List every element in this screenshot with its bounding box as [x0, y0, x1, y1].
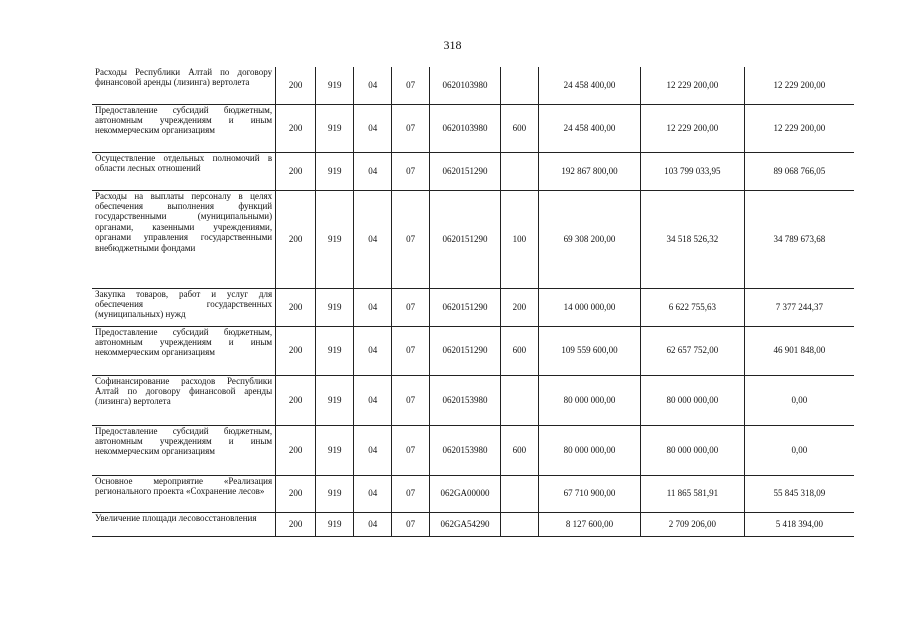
cell-section: 04: [354, 104, 392, 152]
row-description: Расходы на выплаты персоналу в целях обеспечения выполнения функций государственными (муниципальными) органами, казенными учреждениями, органами управления государственными внебюджетными фондами: [92, 190, 276, 288]
cell-target-article: 0620151290: [430, 190, 501, 288]
cell-amount-executed: 34 518 526,32: [641, 190, 744, 288]
cell-expense-type: 600: [500, 104, 538, 152]
cell-subsection: 07: [392, 152, 430, 190]
cell-amount-executed: 11 865 581,91: [641, 475, 744, 512]
cell-admin-code: 200: [276, 288, 316, 326]
cell-target-article: 0620103980: [430, 67, 501, 104]
table-row: [92, 67, 854, 104]
cell-ministry-code: 919: [316, 425, 354, 475]
cell-amount-plan: 80 000 000,00: [538, 375, 640, 425]
cell-amount-executed: 12 229 200,00: [641, 67, 744, 104]
table-row: [92, 104, 854, 152]
row-description: Закупка товаров, работ и услуг для обеспечения государственных (муниципальных) нужд: [92, 288, 276, 326]
cell-amount-executed: 103 799 033,95: [641, 152, 744, 190]
cell-subsection: 07: [392, 512, 430, 536]
cell-admin-code: 200: [276, 104, 316, 152]
table-row: [92, 288, 854, 326]
cell-amount-remaining: 89 068 766,05: [744, 152, 854, 190]
cell-amount-remaining: 0,00: [744, 375, 854, 425]
cell-admin-code: 200: [276, 152, 316, 190]
cell-section: 04: [354, 326, 392, 375]
budget-table: [92, 67, 854, 537]
cell-amount-remaining: 34 789 673,68: [744, 190, 854, 288]
cell-target-article: 0620151290: [430, 152, 501, 190]
cell-target-article: 0620151290: [430, 288, 501, 326]
cell-expense-type: [500, 67, 538, 104]
cell-amount-plan: 109 559 600,00: [538, 326, 640, 375]
row-description: Предоставление субсидий бюджетным, автономным учреждениям и иным некоммерческим организациям: [92, 326, 276, 375]
cell-ministry-code: 919: [316, 190, 354, 288]
cell-admin-code: 200: [276, 475, 316, 512]
row-description: Предоставление субсидий бюджетным, автономным учреждениям и иным некоммерческим организациям: [92, 425, 276, 475]
cell-target-article: 062GA54290: [430, 512, 501, 536]
cell-ministry-code: 919: [316, 475, 354, 512]
cell-amount-plan: 192 867 800,00: [538, 152, 640, 190]
cell-subsection: 07: [392, 425, 430, 475]
cell-expense-type: 600: [500, 425, 538, 475]
row-description: Софинансирование расходов Республики Алтай по договору финансовой аренды (лизинга) вертолета: [92, 375, 276, 425]
cell-section: 04: [354, 512, 392, 536]
cell-amount-plan: 8 127 600,00: [538, 512, 640, 536]
cell-amount-remaining: 46 901 848,00: [744, 326, 854, 375]
cell-expense-type: 100: [500, 190, 538, 288]
table-row: [92, 512, 854, 536]
cell-admin-code: 200: [276, 190, 316, 288]
cell-amount-executed: 62 657 752,00: [641, 326, 744, 375]
table-row: [92, 152, 854, 190]
cell-subsection: 07: [392, 475, 430, 512]
cell-target-article: 0620151290: [430, 326, 501, 375]
cell-target-article: 0620103980: [430, 104, 501, 152]
cell-amount-plan: 69 308 200,00: [538, 190, 640, 288]
row-description: Предоставление субсидий бюджетным, автономным учреждениям и иным некоммерческим организациям: [92, 104, 276, 152]
cell-section: 04: [354, 67, 392, 104]
cell-expense-type: 600: [500, 326, 538, 375]
row-description: Увеличение площади лесовосстановления: [92, 512, 276, 536]
cell-subsection: 07: [392, 326, 430, 375]
cell-ministry-code: 919: [316, 104, 354, 152]
cell-amount-remaining: 0,00: [744, 425, 854, 475]
cell-expense-type: [500, 475, 538, 512]
table-row: [92, 425, 854, 475]
table-row: [92, 475, 854, 512]
cell-amount-remaining: 5 418 394,00: [744, 512, 854, 536]
cell-section: 04: [354, 375, 392, 425]
cell-admin-code: 200: [276, 425, 316, 475]
cell-amount-plan: 24 458 400,00: [538, 104, 640, 152]
row-description: Расходы Республики Алтай по договору финансовой аренды (лизинга) вертолета: [92, 67, 276, 104]
cell-amount-executed: 2 709 206,00: [641, 512, 744, 536]
cell-subsection: 07: [392, 190, 430, 288]
cell-expense-type: 200: [500, 288, 538, 326]
cell-target-article: 0620153980: [430, 425, 501, 475]
cell-section: 04: [354, 190, 392, 288]
row-description: Основное мероприятие «Реализация регионального проекта «Сохранение лесов»: [92, 475, 276, 512]
cell-ministry-code: 919: [316, 67, 354, 104]
cell-target-article: 062GA00000: [430, 475, 501, 512]
cell-amount-executed: 80 000 000,00: [641, 425, 744, 475]
cell-amount-plan: 80 000 000,00: [538, 425, 640, 475]
table-row: [92, 326, 854, 375]
cell-amount-plan: 24 458 400,00: [538, 67, 640, 104]
cell-subsection: 07: [392, 375, 430, 425]
cell-amount-remaining: 55 845 318,09: [744, 475, 854, 512]
cell-ministry-code: 919: [316, 288, 354, 326]
table-row: [92, 375, 854, 425]
cell-section: 04: [354, 425, 392, 475]
cell-amount-plan: 67 710 900,00: [538, 475, 640, 512]
cell-expense-type: [500, 152, 538, 190]
page-number: 318: [443, 38, 462, 52]
cell-admin-code: 200: [276, 326, 316, 375]
cell-target-article: 0620153980: [430, 375, 501, 425]
cell-ministry-code: 919: [316, 152, 354, 190]
cell-amount-executed: 12 229 200,00: [641, 104, 744, 152]
cell-admin-code: 200: [276, 375, 316, 425]
cell-subsection: 07: [392, 67, 430, 104]
cell-amount-executed: 80 000 000,00: [641, 375, 744, 425]
cell-amount-plan: 14 000 000,00: [538, 288, 640, 326]
cell-subsection: 07: [392, 104, 430, 152]
cell-section: 04: [354, 288, 392, 326]
cell-expense-type: [500, 512, 538, 536]
table-row: [92, 190, 854, 288]
cell-amount-executed: 6 622 755,63: [641, 288, 744, 326]
cell-admin-code: 200: [276, 67, 316, 104]
cell-subsection: 07: [392, 288, 430, 326]
cell-amount-remaining: 7 377 244,37: [744, 288, 854, 326]
row-description: Осуществление отдельных полномочий в области лесных отношений: [92, 152, 276, 190]
cell-amount-remaining: 12 229 200,00: [744, 67, 854, 104]
cell-ministry-code: 919: [316, 375, 354, 425]
cell-ministry-code: 919: [316, 326, 354, 375]
cell-ministry-code: 919: [316, 512, 354, 536]
cell-expense-type: [500, 375, 538, 425]
cell-section: 04: [354, 475, 392, 512]
cell-admin-code: 200: [276, 512, 316, 536]
cell-section: 04: [354, 152, 392, 190]
cell-amount-remaining: 12 229 200,00: [744, 104, 854, 152]
